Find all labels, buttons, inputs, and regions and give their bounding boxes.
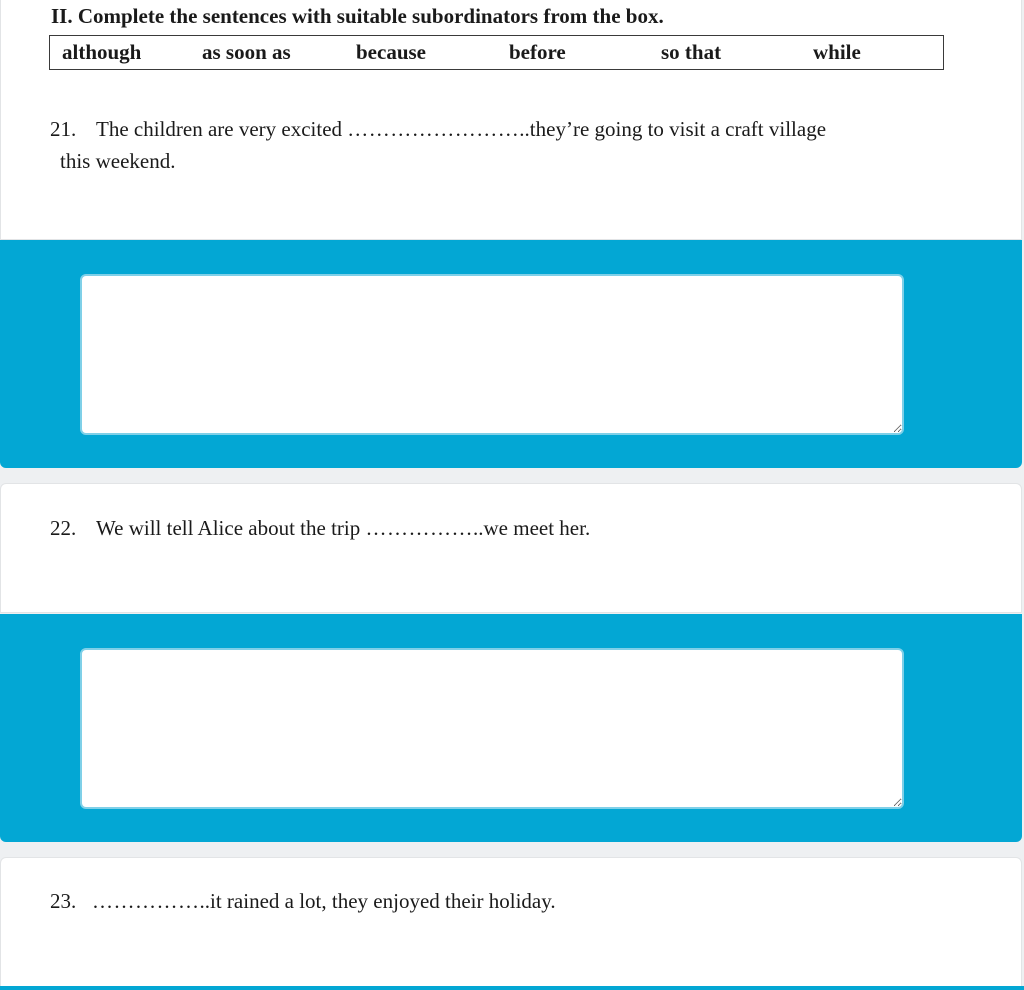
question-blank: ……………	[92, 889, 200, 913]
question-text-after-blank: ..it rained a lot, they enjoyed their holiday.	[199, 889, 556, 913]
word-box-item: so that	[661, 40, 722, 64]
question-blank: ……………………	[347, 117, 520, 141]
question-card-23	[0, 857, 1022, 990]
question-number: 23.	[50, 889, 77, 913]
answer-input-22[interactable]	[80, 648, 904, 809]
question-text-before-blank: We will tell Alice about the trip	[96, 516, 366, 540]
question-text-before-blank: The children are very excited	[96, 117, 348, 141]
question-card-22	[0, 483, 1022, 613]
exercise-instruction: II. Complete the sentences with suitable subordinators from the box.	[51, 4, 664, 28]
question-22-text	[50, 513, 590, 544]
word-box-item: as soon as	[202, 40, 291, 64]
question-21-text	[50, 114, 826, 145]
word-box-item: because	[356, 40, 426, 64]
word-box-item: while	[813, 40, 861, 64]
word-box-item: before	[509, 40, 566, 64]
subordinator-word-box	[49, 35, 944, 70]
answer-panel-21	[0, 240, 1022, 468]
answer-input-21[interactable]	[80, 274, 904, 435]
question-number: 22.	[50, 516, 77, 540]
question-text-after-blank: ..they’re going to visit a craft village	[519, 117, 827, 141]
word-box-item: although	[62, 40, 142, 64]
question-blank: ……………	[365, 516, 473, 540]
answer-panel-23-edge	[0, 986, 1024, 990]
question-text-after-blank: ..we meet her.	[473, 516, 591, 540]
question-21-continuation: this weekend.	[60, 149, 176, 173]
question-number: 21.	[50, 117, 77, 141]
answer-panel-22	[0, 614, 1022, 842]
question-23-text	[50, 886, 556, 917]
